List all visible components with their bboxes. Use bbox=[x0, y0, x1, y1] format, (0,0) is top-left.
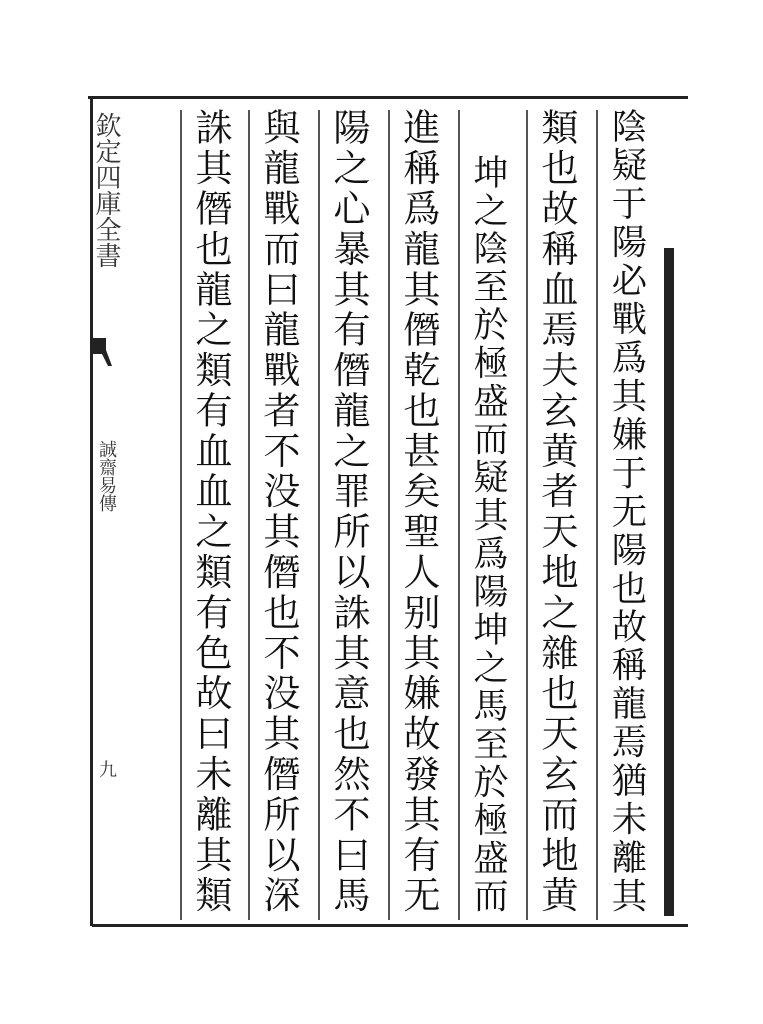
column-rule bbox=[180, 110, 182, 920]
fishtail-mark bbox=[92, 338, 112, 368]
column-rule bbox=[596, 110, 598, 920]
text-column-1: 陰疑于陽必戰爲其嫌于无陽也故稱龍焉猶未離其 bbox=[606, 108, 647, 916]
frame-right-border bbox=[664, 248, 674, 916]
frame-bottom-border bbox=[92, 924, 688, 927]
page-number: 九 bbox=[96, 760, 117, 778]
column-rule bbox=[458, 110, 460, 920]
column-rule bbox=[526, 110, 528, 920]
text-column-3: 坤之陰至於極盛而疑其爲陽坤之馬至於極盛而 bbox=[468, 154, 509, 916]
column-rule bbox=[248, 110, 250, 920]
column-rule bbox=[318, 110, 320, 920]
column-rule bbox=[388, 110, 390, 920]
section-title: 誠齋易傳 bbox=[96, 440, 117, 512]
text-column-2: 類也故稱血焉夫玄黄者天地之雜也天玄而地黄 bbox=[535, 108, 578, 916]
text-column-4: 進稱爲龍其僭乾也甚矣聖人别其嫌故發其有无 bbox=[397, 108, 440, 916]
text-column-5: 陽之心暴其有僭龍之罪所以誅其意也然不曰馬 bbox=[327, 108, 370, 916]
text-column-6: 與龍戰而曰龍戰者不没其僭也不没其僭所以深 bbox=[257, 108, 300, 916]
book-title: 欽定四庫全書 bbox=[91, 112, 121, 268]
text-column-7: 誅其僭也龍之類有血血之類有色故曰未離其類 bbox=[189, 108, 232, 916]
frame-top-border bbox=[88, 96, 688, 99]
